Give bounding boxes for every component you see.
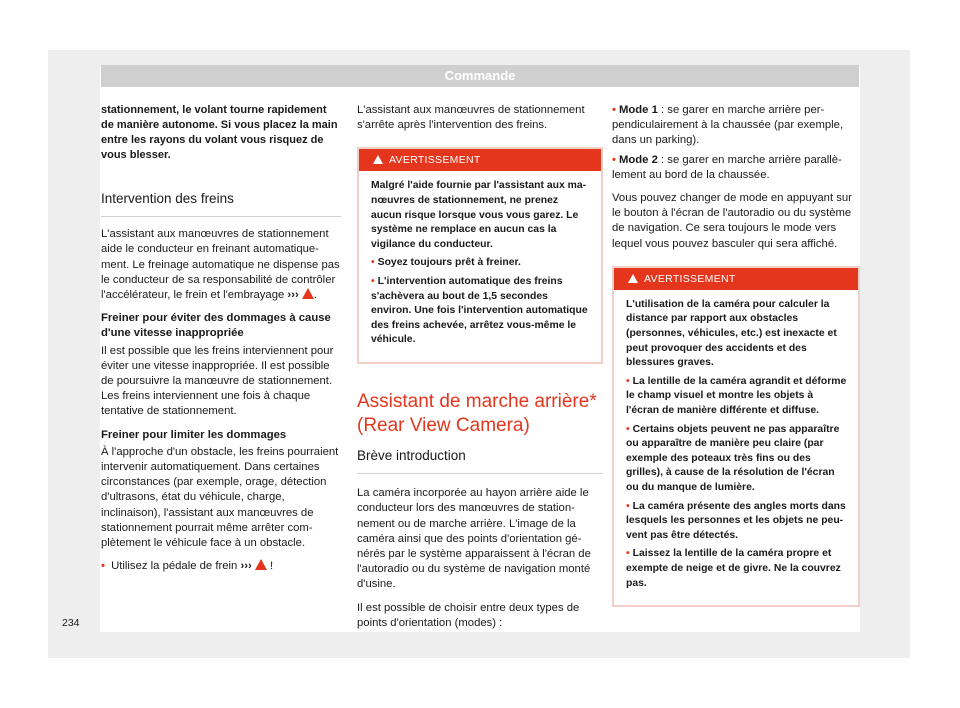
paragraph: À l'approche d'un obstacle, les freins pourraient intervenir automatiquement. Dans certaines circonstances (par exemple, orage, détection d'ultrasons, état du véhicule, charge, inclinaison), l'assistant aux manœuvres de stationnement pourrait même arrêter complètement le véhicule face à un obstacle.: [101, 445, 339, 550]
bullet-item: [101, 559, 341, 574]
paragraph: Vous pouvez changer de mode en appuyant sur le bouton à l'écran de l'autoradio ou du système de navigation. Ce sera toujours le mode vers lequel vous pouvez basculer qui sera affiché.: [612, 192, 852, 250]
warning-header: [359, 149, 601, 171]
warning-bullet-text: La caméra présente des angles morts dans lesquels les personnes et les objets ne peuvent pas être détectés.: [626, 500, 846, 541]
warning-body: [359, 171, 601, 362]
warning-bullet: [626, 500, 848, 544]
paragraph: La caméra incorporée au hayon arrière aide le conducteur lors des manœuvres de stationnement ou de marche arrière. L'image de la caméra ainsi que des points d'orientation générés par le système apparaissent à l'écran de l'autoradio ou du système de navigation monté d'usine.: [357, 487, 591, 591]
paragraph: Il est possible de choisir entre deux types de points d'orientation (modes) :: [357, 601, 580, 629]
reference-arrow: ›››: [287, 289, 299, 302]
warning-title: AVERTISSEMENT: [644, 272, 736, 285]
chapter-header: Commande: [101, 65, 859, 87]
bullet-icon: •: [612, 153, 616, 166]
warning-triangle-icon: [302, 288, 314, 299]
bullet-icon: •: [371, 275, 375, 287]
section-title-brakes: Intervention des freins: [101, 191, 341, 217]
warning-bullet-text: L'intervention automatique des freins s'achèvera au bout de 1,5 secondes environ. Une fois l'intervention automatique des freins achevée, arrêtez vous-même le véhicule.: [371, 275, 588, 346]
page-number: 234: [62, 617, 80, 629]
warning-bullet: [626, 423, 848, 496]
warning-text: L'utilisation de la caméra pour calculer la distance par rapport aux obstacles (personnes, véhicules, etc.) est inexacte et peut provoquer des accidents et des blessures graves.: [626, 298, 837, 369]
warning-triangle-icon: [255, 559, 267, 570]
warning-bullet: [371, 256, 591, 271]
bullet-icon: •: [371, 257, 375, 269]
chapter-title: Assistant de marche arrière* (Rear View Camera): [357, 390, 597, 436]
bullet-icon: •: [612, 104, 616, 116]
exclamation: !: [270, 560, 274, 573]
subheading: Freiner pour limiter les dommages: [101, 428, 287, 441]
mode-label: Mode 1: [618, 104, 658, 116]
column-right: [612, 103, 860, 621]
warning-box: [357, 147, 603, 364]
reference-arrow: ›››: [240, 560, 252, 573]
warning-bullet-text: Soyez toujours prêt à freiner.: [377, 257, 521, 269]
warning-bullet-text: Certains objets peuvent ne pas apparaître ou apparaître de manière peu claire (par exemple des poteaux très fins ou des grilles), à cause de la résolution de l'écran ou du manque de lumière.: [626, 423, 840, 493]
warning-triangle-icon: [628, 274, 638, 283]
warning-text: Malgré l'aide fournie par l'assistant aux manœuvres de stationnement, ne prenez aucun risque lorsque vous vous garez. Le système ne remplace en aucun cas la vigilance du conducteur.: [371, 180, 587, 250]
warning-title: AVERTISSEMENT: [389, 154, 481, 167]
warning-bullet: [371, 275, 591, 348]
warning-bullet: [626, 375, 848, 419]
paragraph: Il est possible que les freins interviennent pour éviter une vitesse inappropriée. Il est possible de poursuivre la manœuvre de stationnement. Les freins interviennent une fois à chaque tentative de stationnement.: [101, 344, 334, 418]
mode-text: : se garer en marche arrière parallèlement au bord de la chaussée.: [612, 153, 842, 181]
bullet-icon: •: [626, 375, 630, 387]
bullet-icon: •: [101, 560, 105, 573]
warning-bullet-text: Laissez la lentille de la caméra propre et exempte de neige et de givre. Ne la couvrez pas.: [626, 548, 841, 589]
bullet-text: Utilisez la pédale de frein: [111, 560, 238, 573]
bullet-icon: •: [626, 500, 630, 512]
section-title-intro: Brève introduction: [357, 448, 603, 474]
paragraph: L'assistant aux manœuvres de stationnement s'arrête après l'intervention des freins.: [357, 104, 585, 132]
column-left: [101, 103, 341, 582]
warning-bullet: [626, 547, 848, 591]
bullet-icon: •: [626, 548, 630, 560]
warning-body: [614, 290, 858, 605]
bullet-item: [612, 103, 860, 149]
bullet-item: [612, 153, 860, 183]
subheading: Freiner pour éviter des dommages à cause d'une vitesse inappropriée: [101, 312, 331, 340]
bullet-icon: •: [626, 423, 630, 435]
warning-bullet-text: La lentille de la caméra agrandit et déforme le champ visuel et montre les objets à l'écran de manière différente et diffuse.: [626, 375, 847, 416]
warning-continuation: stationnement, le volant tourne rapidement de manière autonome. Si vous placez la main entre les rayons du volant vous risquez de vous blesser.: [101, 104, 338, 161]
column-middle: [357, 103, 603, 639]
mode-text: : se garer en marche arrière perpendiculairement à la chaussée (par exemple, dans un parking).: [612, 104, 844, 147]
paragraph-text: L'assistant aux manœuvres de stationnement aide le conducteur en freinant automatiquement. Le freinage automatique ne dispense pas le conducteur de sa responsabilité de contrôler l'accélérateur, le frein et l'embrayage: [101, 228, 340, 302]
warning-triangle-icon: [373, 155, 383, 164]
warning-box: [612, 266, 860, 607]
warning-header: [614, 268, 858, 290]
mode-label: Mode 2: [618, 153, 658, 166]
paragraph: L'assistant aux manœuvres de stationnement aide le conducteur en freinant automatiquement. Le freinage automatique ne dispense pas le conducteur de sa responsabilité de contrôler l'accélérateur, le frein et l'embrayage ››› .: [101, 228, 340, 302]
